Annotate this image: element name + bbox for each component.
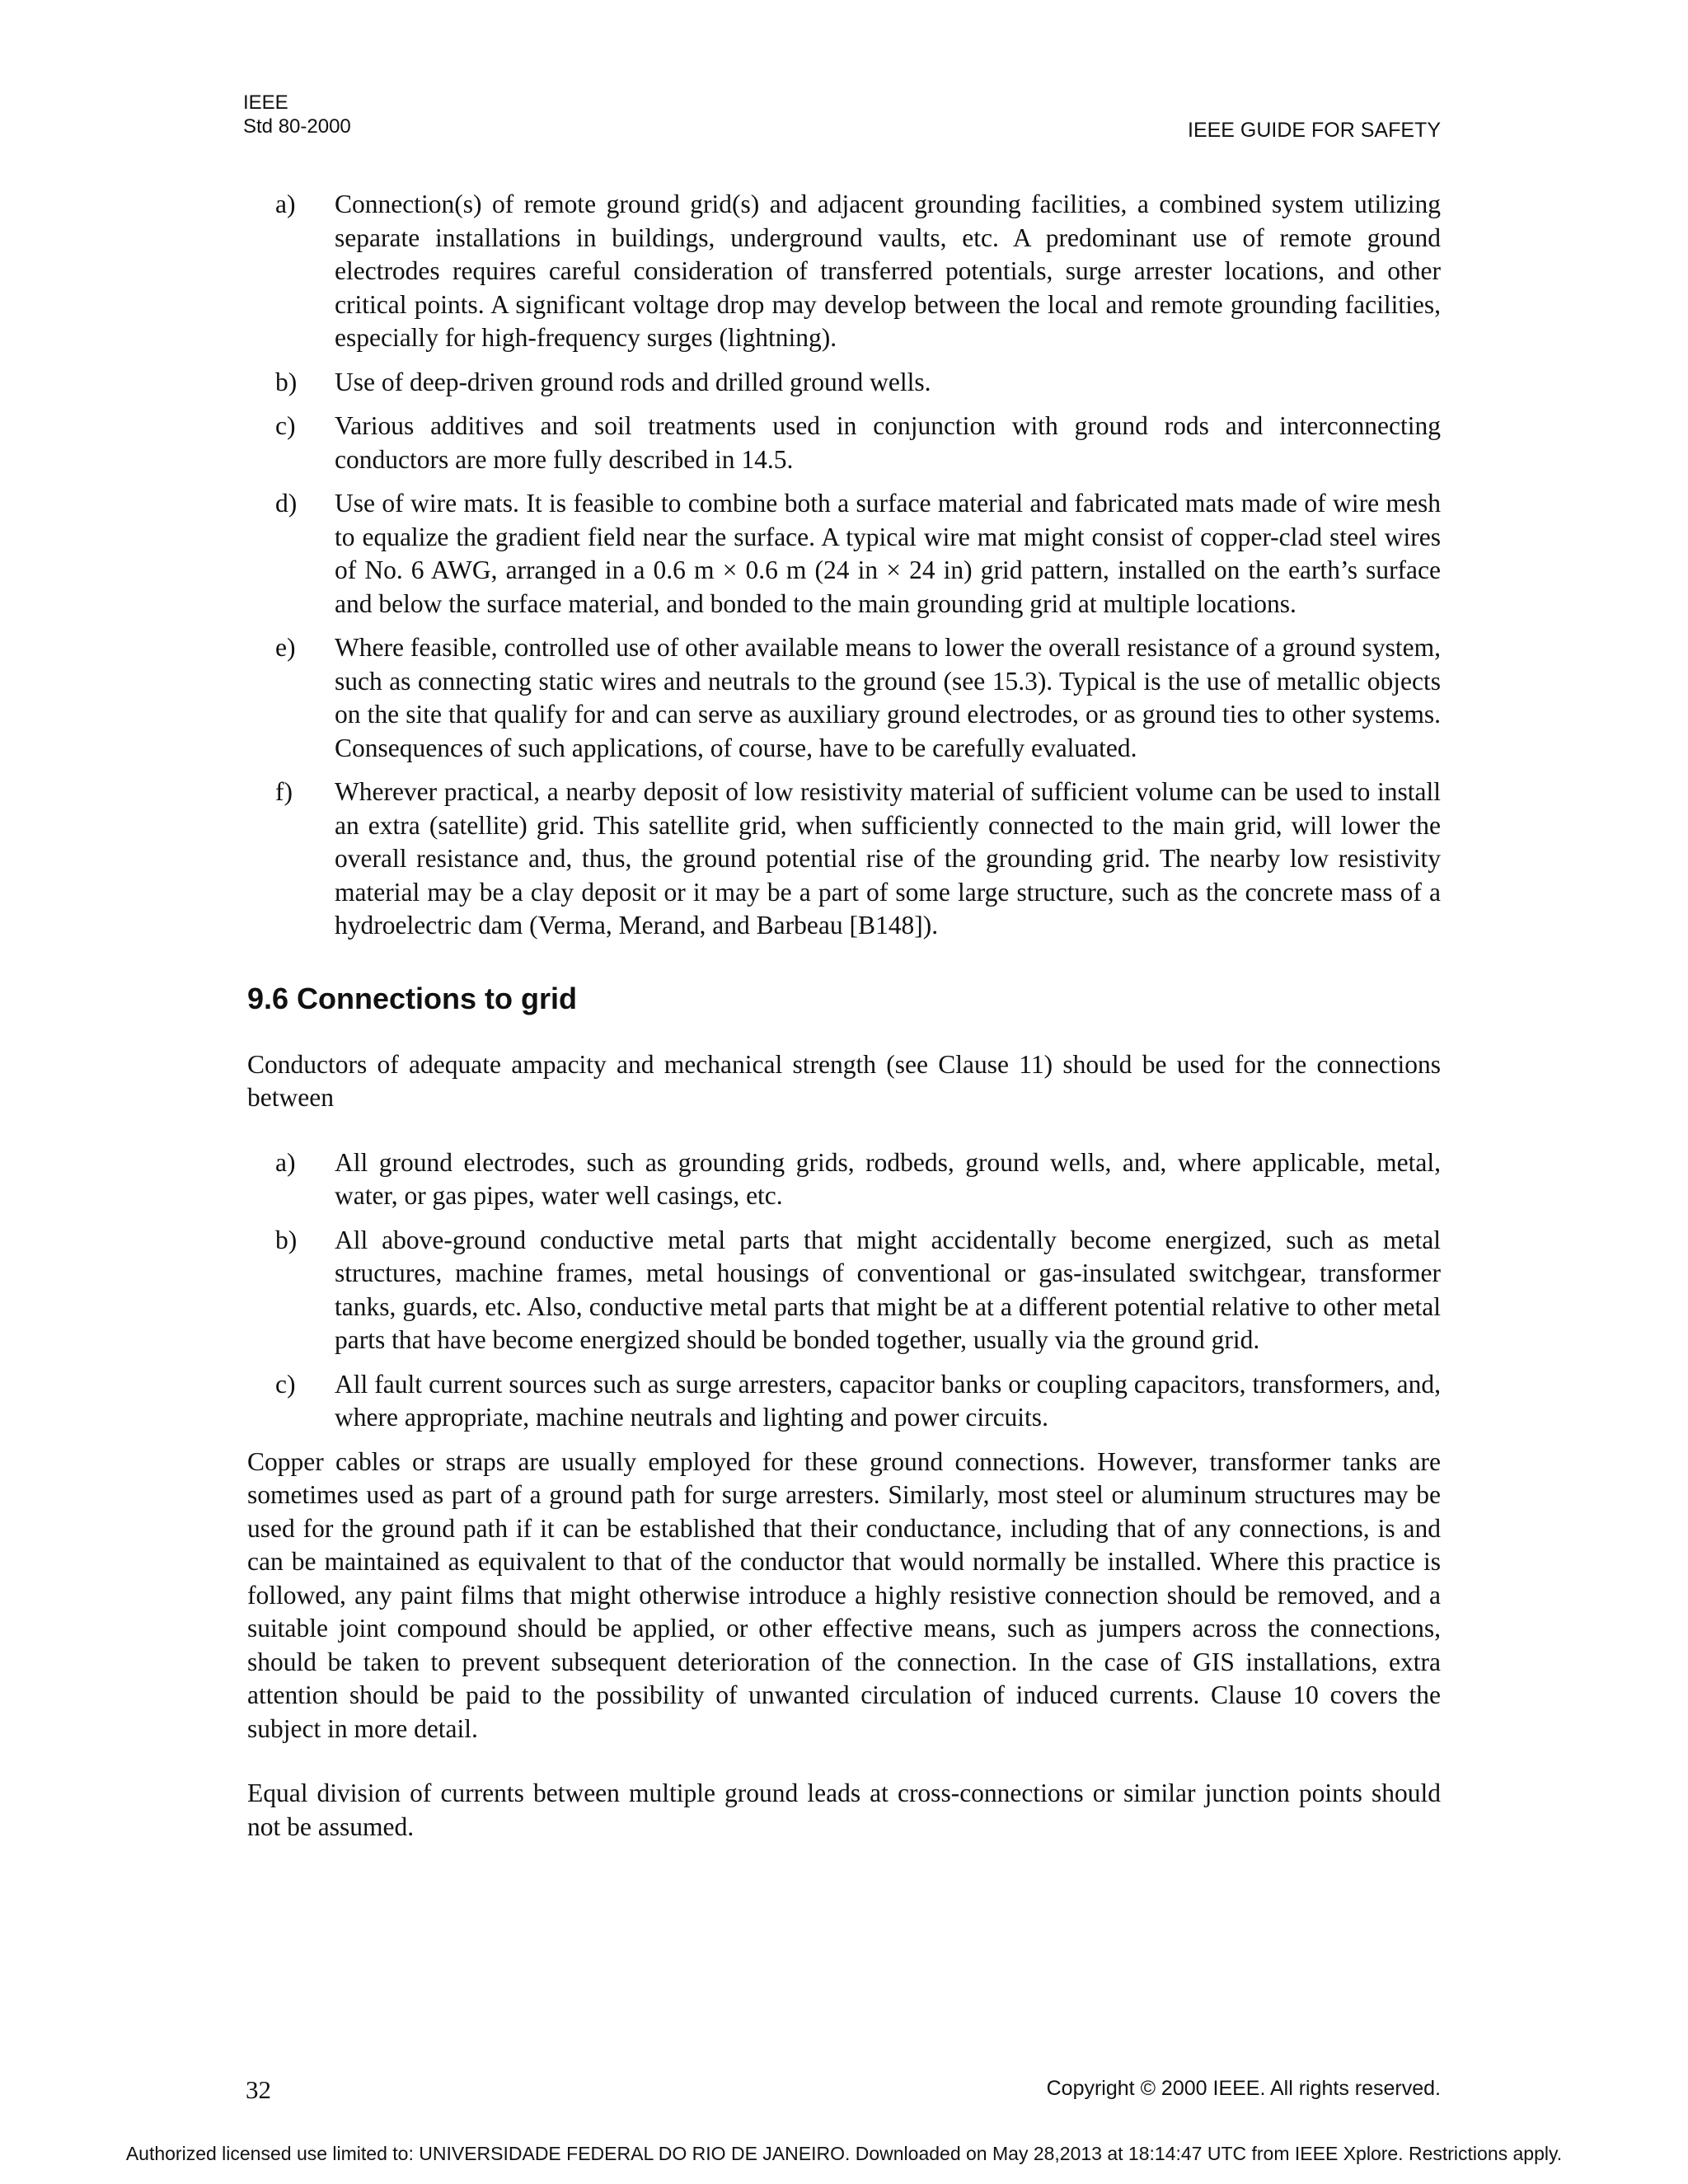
list-marker: b) xyxy=(275,1225,298,1254)
header-org: IEEE xyxy=(243,91,288,114)
list-marker: c) xyxy=(275,411,296,440)
copyright-notice: Copyright © 2000 IEEE. All rights reserved. xyxy=(1046,2077,1441,2100)
list-item xyxy=(247,1368,1441,1435)
paragraph-copper-cables: Copper cables or straps are usually employed for these ground connections. However, transformer tanks are sometimes used as part of a ground path for surge arresters. Similarly, most steel or aluminum structures may be used for the ground path if it can be established that their conductance, including that of any connections, is and can be maintained as equivalent to that of the conductor that would normally be installed. Where this practice is followed, any paint films that might otherwise introduce a highly resistive connection should be removed, and a suitable joint compound should be applied, or other effective means, such as jumpers across the connections, should be taken to prevent subsequent deterioration of the connection. In the case of GIS installations, extra attention should be paid to the possibility of unwanted circulation of induced currents. Clause 10 covers the subject in more detail. xyxy=(247,1446,1441,1743)
section-heading: 9.6 Connections to grid xyxy=(247,981,578,1015)
list-item xyxy=(247,1224,1441,1357)
list-item xyxy=(247,188,1441,355)
list-marker: a) xyxy=(275,1147,296,1177)
list-item-text: Various additives and soil treatments used in conjunction with ground rods and interconnecting conductors are more fully described in 14.5. xyxy=(335,411,1441,474)
paragraph-equal-division: Equal division of currents between multiple ground leads at cross-connections or similar junction points should not be assumed. xyxy=(247,1779,1441,1841)
section-intro: Conductors of adequate ampacity and mechanical strength (see Clause 11) should be used for the connections between xyxy=(247,1049,1441,1112)
document-body xyxy=(247,188,1441,1875)
list-item-text: Connection(s) of remote ground grid(s) and adjacent grounding facilities, a combined system utilizing separate installations in buildings, underground vaults, etc. A predominant use of remote ground electrodes requires careful consideration of transferred potentials, surge arrester locations, and other critical points. A significant voltage drop may develop between the local and remote grounding facilities, especially for high-frequency surges (lightning). xyxy=(335,190,1441,352)
list-item xyxy=(247,410,1441,476)
list-connections xyxy=(247,1146,1441,1435)
list-item-text: All above-ground conductive metal parts that might accidentally become energized, such as metal structures, machine frames, metal housings of conventional or gas-insulated switchgear, transformer tanks, guards, etc. Also, conductive metal parts that might be at a different potential relative to other metal parts that have become energized should be bonded together, usually via the ground grid. xyxy=(335,1225,1441,1354)
list-item xyxy=(247,776,1441,943)
list-item-text: Wherever practical, a nearby deposit of low resistivity material of sufficient volume can be used to install an extra (satellite) grid. This satellite grid, when sufficiently connected to the main grid, will lower the overall resistance and, thus, the ground potential rise of the grounding grid. The nearby low resistivity material may be a clay deposit or it may be a part of some large structure, such as the concrete mass of a hydroelectric dam (Verma, Merand, and Barbeau [B148]). xyxy=(335,777,1441,940)
list-item-text: Where feasible, controlled use of other available means to lower the overall resistance of a ground system, such as connecting static wires and neutrals to the ground (see 15.3). Typical is the use of metallic objects on the site that qualify for and can serve as auxiliary ground electrodes, or as ground ties to other systems. Consequences of such applications, of course, have to be carefully evaluated. xyxy=(335,633,1441,762)
page-number: 32 xyxy=(246,2075,271,2104)
header-title: IEEE GUIDE FOR SAFETY xyxy=(1188,119,1441,142)
list-marker: e) xyxy=(275,633,296,662)
list-item-text: Use of deep-driven ground rods and drilled ground wells. xyxy=(335,367,931,396)
list-marker: f) xyxy=(275,777,293,806)
list-marker: a) xyxy=(275,190,296,218)
list-item-text: All fault current sources such as surge arresters, capacitor banks or coupling capacitors, transformers, and, where appropriate, machine neutrals and lighting and power circuits. xyxy=(335,1369,1441,1432)
list-grounding-methods xyxy=(247,188,1441,943)
list-marker: b) xyxy=(275,367,298,396)
header-std-label xyxy=(243,91,351,138)
list-item-text: Use of wire mats. It is feasible to combine both a surface material and fabricated mats made of wire mesh to equalize the gradient field near the surface. A typical wire mat might consist of copper-clad steel wires of No. 6 AWG, arranged in a 0.6 m × 0.6 m (24 in × 24 in) grid pattern, installed on the earth’s surface and below the surface material, and bonded to the main grounding grid at multiple locations. xyxy=(335,489,1441,618)
authorization-notice: Authorized licensed use limited to: UNIVERSIDADE FEDERAL DO RIO DE JANEIRO. Downloaded on May 28,2013 at 18:14:47 UTC from IEEE Xplore. Restrictions apply. xyxy=(125,2143,1563,2164)
list-item xyxy=(247,1146,1441,1213)
list-item xyxy=(247,366,1441,400)
list-marker: d) xyxy=(275,489,298,518)
list-item xyxy=(247,631,1441,765)
header-std-number: Std 80-2000 xyxy=(243,115,351,138)
list-marker: c) xyxy=(275,1369,296,1399)
list-item-text: All ground electrodes, such as grounding grids, rodbeds, ground wells, and, where applicable, metal, water, or gas pipes, water well casings, etc. xyxy=(335,1147,1441,1210)
list-item xyxy=(247,487,1441,621)
